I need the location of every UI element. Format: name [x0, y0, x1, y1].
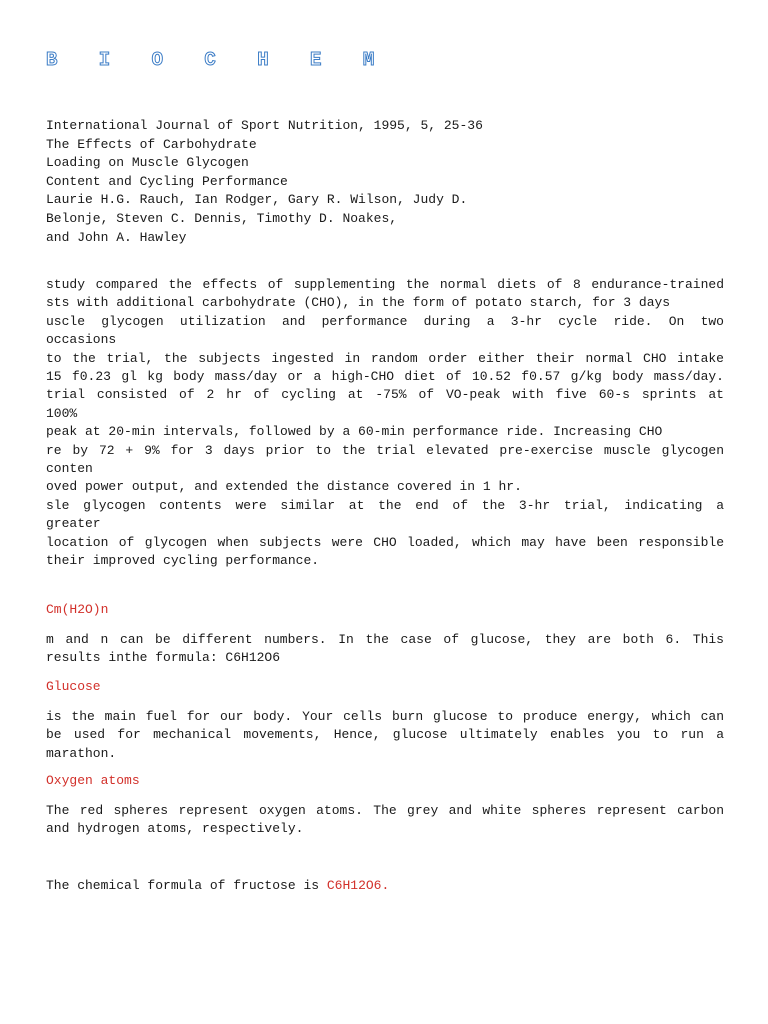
fructose-formula: C6H12O6.	[326, 878, 390, 893]
abstract-line: trial consisted of 2 hr of cycling at -75% of VO-peak with five 60-s sprints at	[46, 387, 724, 403]
glucose-text-line: be used for mechanical movements, Hence, glucose ultimately enables you to run a	[46, 727, 724, 743]
abstract-line: their improved cycling performance.	[46, 553, 320, 569]
oxygen-text-line: and hydrogen atoms, respectively.	[46, 821, 304, 837]
citation-authors-line-1: Laurie H.G. Rauch, Ian Rodger, Gary R. Wilson, Judy D.	[46, 192, 468, 208]
fructose-prefix: The chemical formula of fructose is	[46, 878, 327, 893]
citation-title-line-3: Content and Cycling Performance	[46, 173, 288, 189]
formula-text-line: m and n can be different numbers. In the case of glucose, they are both 6. This	[46, 632, 724, 647]
glucose-heading: Glucose	[46, 679, 101, 694]
formula-text-line: results inthe formula: C6H12O6	[46, 650, 281, 666]
abstract-line: 15 f0.23 gl kg body mass/day or a high-CHO diet of 10.52 f0.57 g/kg body mass/day.	[46, 369, 724, 385]
abstract-line: re by 72 + 9% for 3 days prior to the trial elevated pre-exercise muscle glycogen	[46, 442, 724, 458]
citation-authors-line-2: Belonje, Steven C. Dennis, Timothy D. Noakes,	[46, 210, 398, 226]
oxygen-heading: Oxygen atoms	[46, 773, 140, 788]
abstract-line: conten	[46, 461, 93, 477]
abstract-line: sts with additional carbohydrate (CHO), in the form of potato starch, for 3 days	[46, 295, 671, 311]
abstract-line: 100%	[46, 405, 78, 421]
oxygen-text-line: The red spheres represent oxygen atoms. The grey and white spheres represent carbon	[46, 803, 724, 818]
glucose-text-line: is the main fuel for our body. Your cells burn glucose to produce energy, which can	[46, 709, 724, 724]
abstract-line: location of glycogen when subjects were CHO loaded, which may have been responsible	[46, 534, 724, 550]
formula-text	[46, 631, 724, 668]
oxygen-text	[46, 802, 724, 839]
page-title: B I O C H E M	[46, 49, 390, 71]
abstract-line: uscle glycogen utilization and performance during a 3-hr cycle ride. On two	[46, 313, 724, 329]
abstract-line: oved power output, and extended the distance covered in 1 hr.	[46, 479, 522, 495]
abstract-line: to the trial, the subjects ingested in random order either their normal CHO intake	[46, 350, 724, 366]
citation-title-line-2: Loading on Muscle Glycogen	[46, 155, 249, 171]
formula-heading: Cm(H2O)n	[46, 602, 109, 617]
citation-journal: International Journal of Sport Nutrition, 1995, 5, 25-36	[46, 118, 483, 133]
citation-block	[46, 117, 724, 247]
abstract-line: occasions	[46, 332, 117, 348]
citation-title-line-1: The Effects of Carbohydrate	[46, 136, 257, 152]
abstract-line: peak at 20-min intervals, followed by a 60-min performance ride. Increasing CHO	[46, 424, 663, 440]
glucose-text-line: marathon.	[46, 745, 117, 761]
citation-authors-line-3: and John A. Hawley	[46, 229, 187, 245]
abstract-line: study compared the effects of supplementing the normal diets of 8 endurance-trained	[46, 277, 724, 292]
abstract-line: greater	[46, 516, 101, 532]
fructose-sentence	[46, 877, 389, 896]
abstract-block	[46, 276, 724, 571]
abstract-line: sle glycogen contents were similar at the end of the 3-hr trial, indicating a	[46, 497, 724, 513]
glucose-text	[46, 708, 724, 763]
